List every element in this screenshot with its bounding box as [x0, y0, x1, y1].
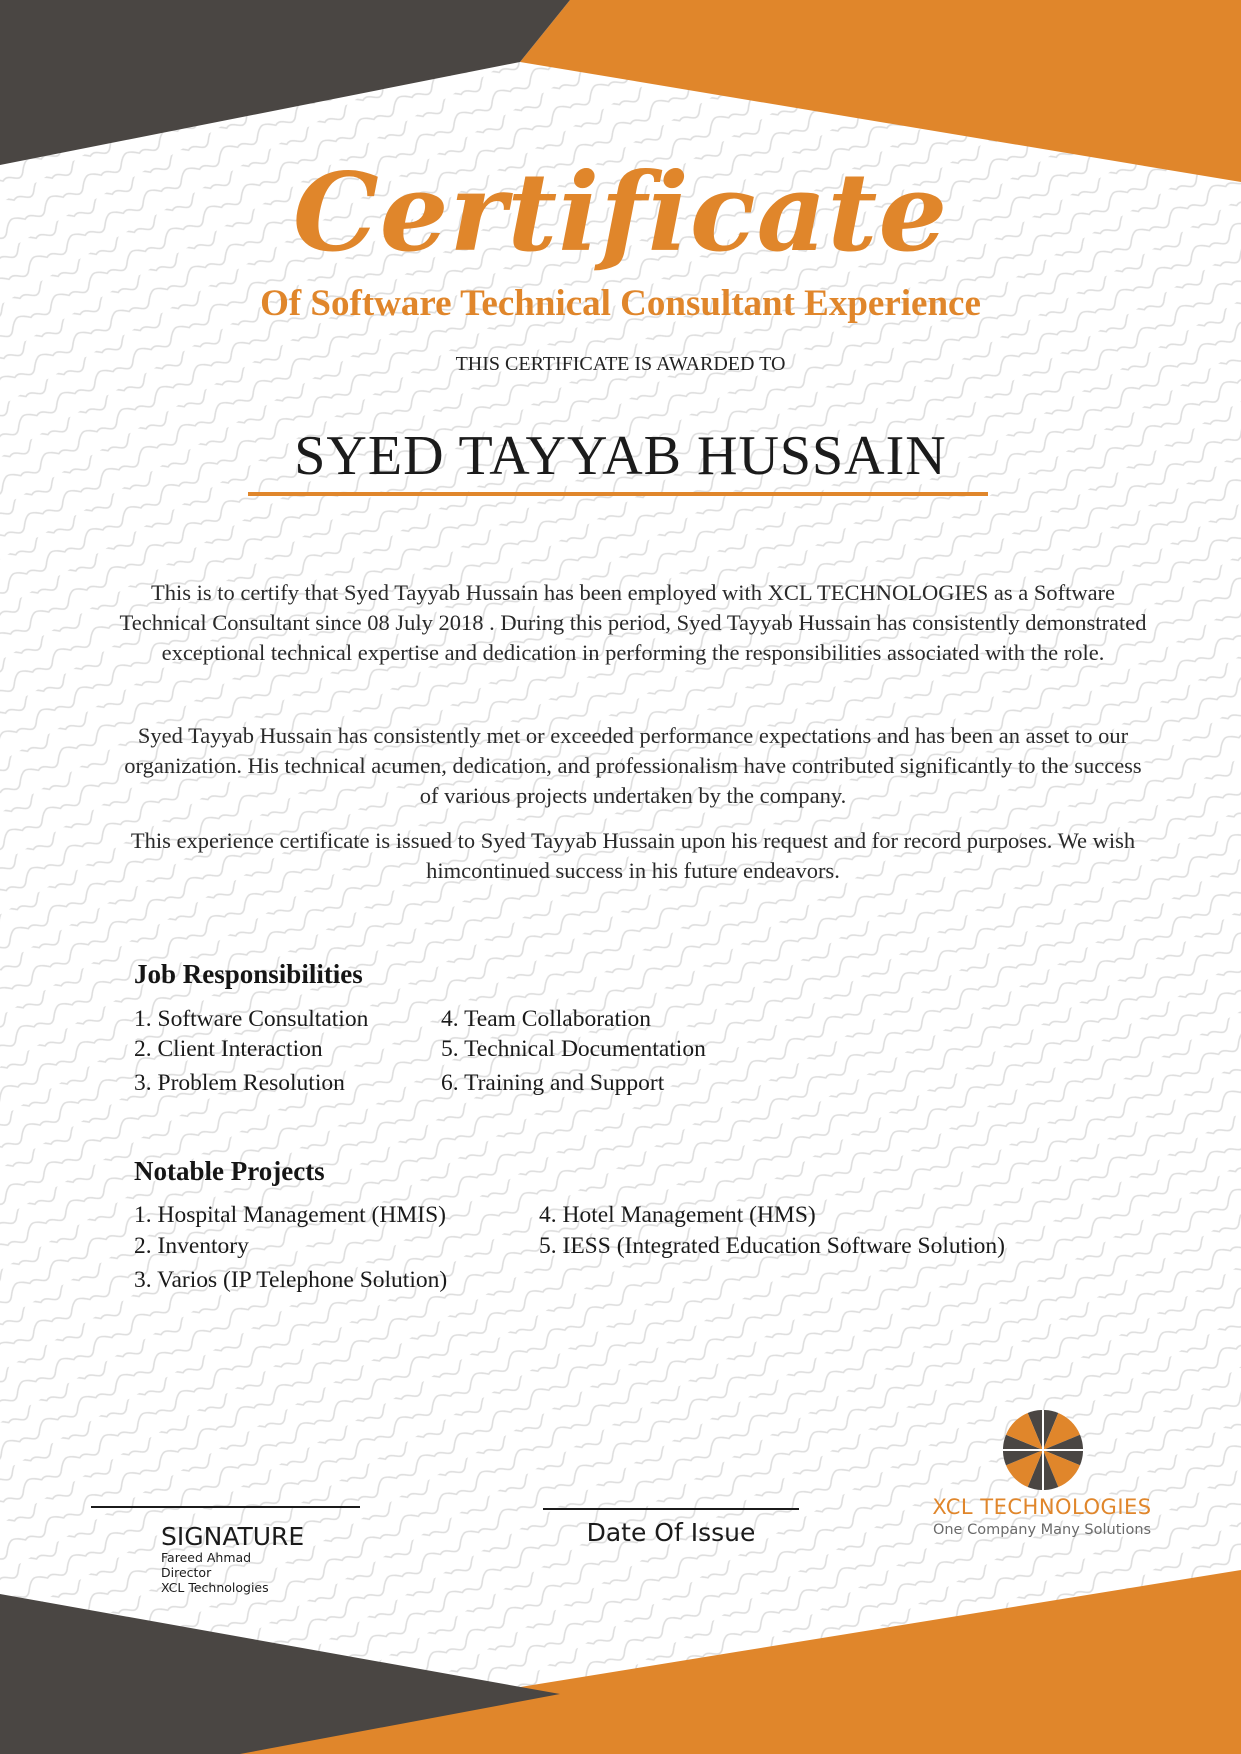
company-logo-name: XCL TECHNOLOGIES: [932, 1495, 1152, 1519]
top-dark-triangle: [0, 0, 570, 165]
project-item: 3. Varios (IP Telephone Solution): [134, 1267, 448, 1293]
signatory-company: XCL Technologies: [161, 1580, 269, 1595]
certificate-subtitle: Of Software Technical Consultant Experience: [260, 283, 981, 324]
body-paragraph-3: This experience certificate is issued to Syed Tayyab Hussain upon his request and for record purposes. We wish himcontinued success in his future endeavors.: [130, 828, 1136, 883]
projects-heading: Notable Projects: [134, 1156, 325, 1186]
responsibility-item: 5. Technical Documentation: [441, 1036, 706, 1062]
signature-label: SIGNATURE: [161, 1522, 305, 1551]
project-item: 1. Hospital Management (HMIS): [134, 1202, 446, 1228]
certificate-title: Certificate: [292, 150, 949, 276]
project-item: 5. IESS (Integrated Education Software Solution): [539, 1233, 1005, 1259]
responsibility-item: 2. Client Interaction: [134, 1036, 323, 1062]
company-tagline: One Company Many Solutions: [932, 1522, 1152, 1538]
responsibilities-heading: Job Responsibilities: [134, 959, 363, 989]
signatory-name: Fareed Ahmad: [161, 1550, 252, 1565]
signatory-title: Director: [161, 1565, 212, 1580]
responsibility-item: 3. Problem Resolution: [134, 1070, 345, 1096]
signature-line: [91, 1506, 360, 1508]
date-line: [543, 1508, 799, 1510]
umbrella-logo-icon: [1003, 1410, 1083, 1490]
name-underline: [248, 492, 988, 496]
project-item: 4. Hotel Management (HMS): [539, 1202, 816, 1228]
body-paragraph-2: Syed Tayyab Hussain has consistently met or exceeded performance expectations and has been an asset to our organization. His technical acumen, dedication, and professionalism have contributed significantly to the success of various projects undertaken by the company.: [124, 723, 1142, 808]
body-paragraph-1: This is to certify that Syed Tayyab Hussain has been employed with XCL TECHNOLOGIES as a Software Technical Consultant since 08 July 2018 . During this period, Syed Tayyab Hussain has consistently demonstrated exceptional technical expertise and dedication in performing the responsibilities associated with the role.: [119, 580, 1147, 665]
awarded-to-label: THIS CERTIFICATE IS AWARDED TO: [455, 353, 786, 375]
project-item: 2. Inventory: [134, 1233, 249, 1259]
date-of-issue-label: Date Of Issue: [586, 1518, 756, 1547]
recipient-name: SYED TAYYAB HUSSAIN: [294, 425, 947, 487]
responsibility-item: 6. Training and Support: [441, 1070, 665, 1096]
responsibility-item: 1. Software Consultation: [134, 1006, 369, 1032]
responsibility-item: 4. Team Collaboration: [441, 1006, 652, 1032]
